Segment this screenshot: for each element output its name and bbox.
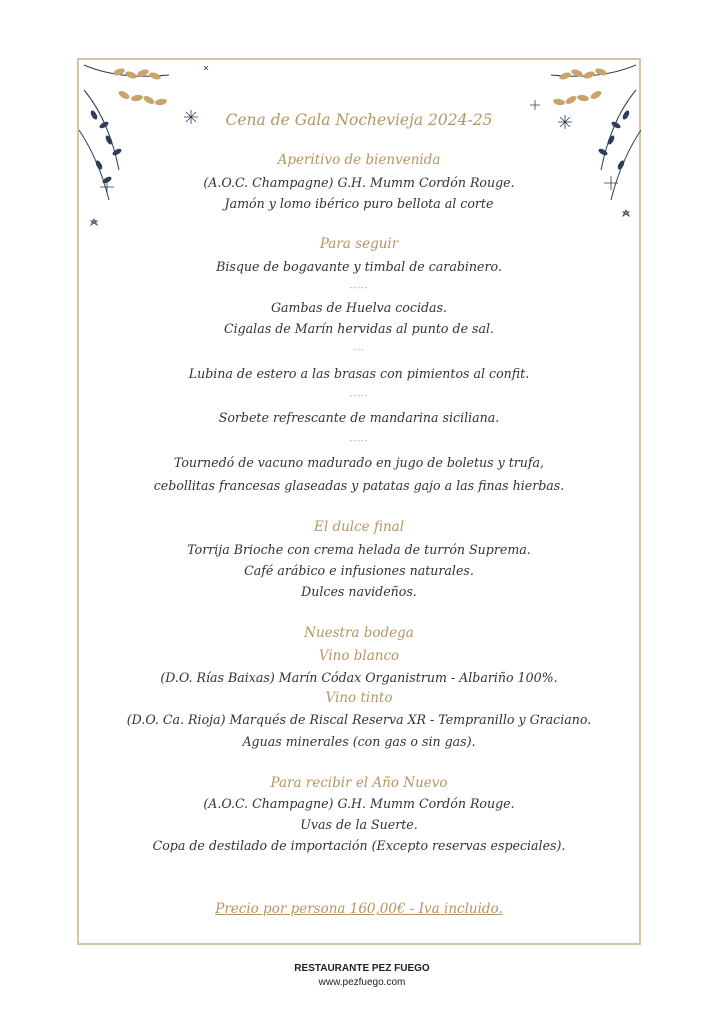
menu-line: cebollitas francesas glaseadas y patatas gajo a las finas hierbas. xyxy=(153,478,565,493)
menu-line: Tournedó de vacuno madurado en jugo de boletus y trufa, xyxy=(173,455,545,470)
section-heading-aperitivo: Aperitivo de bienvenida xyxy=(277,152,441,168)
separator: ----- xyxy=(349,436,369,445)
menu-line: (A.O.C. Champagne) G.H. Mumm Cordón Rouge. xyxy=(203,175,515,190)
section-heading-dulce-final: El dulce final xyxy=(313,519,405,535)
menu-line: Lubina de estero a las brasas con pimientos al confit. xyxy=(188,366,530,381)
restaurant-name: RESTAURANTE PEZ FUEGO xyxy=(294,963,430,974)
menu-line: (D.O. Rías Baixas) Marín Códax Organistrum - Albariño 100%. xyxy=(160,670,558,685)
section-heading-para-seguir: Para seguir xyxy=(319,236,399,252)
section-heading-ano-nuevo: Para recibir el Año Nuevo xyxy=(270,775,448,791)
menu-line: Gambas de Huelva cocidas. xyxy=(270,300,448,315)
menu-line: Café arábico e infusiones naturales. xyxy=(244,563,474,578)
menu-title: Cena de Gala Nochevieja 2024-25 xyxy=(225,111,493,129)
separator: --- xyxy=(353,345,365,354)
separator: ----- xyxy=(349,283,369,292)
menu-line: (A.O.C. Champagne) G.H. Mumm Cordón Rouge. xyxy=(203,796,515,811)
restaurant-website[interactable]: www.pezfuego.com xyxy=(318,977,406,988)
menu-line: Dulces navideños. xyxy=(301,584,417,599)
menu-line: Cigalas de Marín hervidas al punto de sal. xyxy=(223,321,495,336)
menu-line: Bisque de bogavante y timbal de carabinero. xyxy=(216,259,502,274)
menu-line: Sorbete refrescante de mandarina siciliana. xyxy=(218,410,500,425)
price-line: Precio por persona 160,00€ - Iva incluido. xyxy=(215,901,503,917)
subheading-vino-tinto: Vino tinto xyxy=(325,690,393,706)
menu-line: Aguas minerales (con gas o sin gas). xyxy=(242,734,476,749)
menu-line: Uvas de la Suerte. xyxy=(300,817,418,832)
subheading-vino-blanco: Vino blanco xyxy=(318,648,400,664)
menu-line: (D.O. Ca. Rioja) Marqués de Riscal Reserva XR - Tempranillo y Graciano. xyxy=(126,712,592,727)
menu-line: Copa de destilado de importación (Excepto reservas especiales). xyxy=(152,838,566,853)
section-heading-bodega: Nuestra bodega xyxy=(304,625,414,641)
separator: ----- xyxy=(349,391,369,400)
menu-line: Torrija Brioche con crema helada de turrón Suprema. xyxy=(187,542,531,557)
menu-line: Jamón y lomo ibérico puro bellota al corte xyxy=(224,196,494,211)
